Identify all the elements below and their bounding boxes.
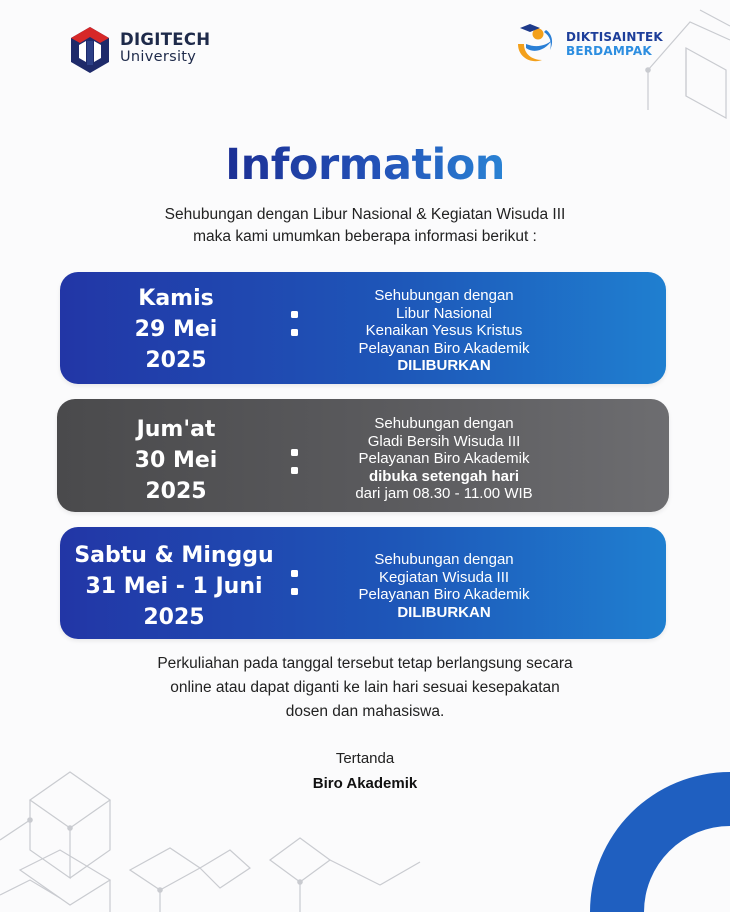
card-line: Pelayanan Biro Akademik [358, 450, 530, 467]
page-title [0, 140, 730, 190]
card-description [328, 287, 560, 375]
card-date-year: 2025 [143, 605, 205, 630]
card-line: Gladi Bersih Wisuda III [367, 432, 521, 450]
card-date-day-month: 31 Mei - 1 Juni [85, 574, 263, 599]
card-line: Libur Nasional [396, 304, 492, 322]
signature-label: Tertanda [335, 750, 395, 767]
card-line: Kenaikan Yesus Kristus [365, 322, 523, 339]
card-date-day: Sabtu & Minggu [74, 543, 274, 568]
info-card-kamis [60, 272, 666, 384]
card-status-text: DILIBURKAN [397, 603, 491, 621]
logo-subtitle: University [120, 49, 197, 65]
card-line: Kegiatan Wisuda III [378, 568, 510, 586]
card-colon [291, 570, 299, 606]
card-date-day: Jum'at [136, 417, 216, 442]
closing-line-3: dosen dan mahasiswa. [285, 703, 445, 720]
card-line: dari jam 08.30 - 11.00 WIB [355, 485, 533, 502]
signature-name: Biro Akademik [312, 775, 418, 792]
closing-line-2: online atau dapat diganti ke lain hari sesuai kesepakatan [170, 679, 560, 696]
page-title-text: Information [225, 140, 505, 190]
card-date-year: 2025 [145, 479, 207, 504]
card-line: Sehubungan dengan [374, 551, 514, 568]
info-card-jumat [57, 399, 669, 512]
intro-text [100, 204, 630, 248]
intro-line-2: maka kami umumkan beberapa informasi berikut : [193, 228, 537, 245]
shield-logo-icon [70, 26, 110, 74]
card-date-day-month: 29 Mei [134, 317, 218, 342]
card-line: Pelayanan Biro Akademik [358, 339, 530, 357]
diktisaintek-berdampak-logo [512, 20, 692, 70]
card-description [328, 415, 560, 503]
logo-line-2: BERDAMPAK [566, 44, 652, 58]
card-line: Sehubungan dengan [374, 415, 514, 432]
card-date [54, 540, 294, 633]
intro-line-1: Sehubungan dengan Libur Nasional & Kegiatan Wisuda III [164, 206, 566, 223]
card-date-day-month: 30 Mei [134, 448, 218, 473]
closing-line-1: Perkuliahan pada tanggal tersebut tetap berlangsung secara [157, 655, 573, 672]
card-description [328, 551, 560, 621]
card-status [328, 468, 560, 486]
card-line: Pelayanan Biro Akademik [358, 586, 530, 603]
card-status-text: DILIBURKAN [397, 357, 491, 374]
card-colon [291, 311, 299, 347]
card-date [60, 414, 292, 507]
card-status [328, 357, 560, 375]
closing-text [90, 652, 640, 724]
card-line: Sehubungan dengan [374, 287, 514, 304]
logo-line-1: DIKTISAINTEK [566, 30, 663, 44]
logo-name: DIGITECH [120, 30, 211, 49]
card-date-year: 2025 [145, 348, 207, 373]
card-status [328, 604, 560, 622]
card-date-day: Kamis [138, 286, 214, 311]
diktisaintek-mark-icon [512, 20, 558, 66]
card-colon [291, 449, 299, 485]
info-card-sabtu-minggu [60, 527, 666, 639]
card-date [60, 283, 292, 376]
card-status-text: dibuka setengah hari [368, 467, 520, 485]
digitech-university-logo [70, 26, 220, 74]
